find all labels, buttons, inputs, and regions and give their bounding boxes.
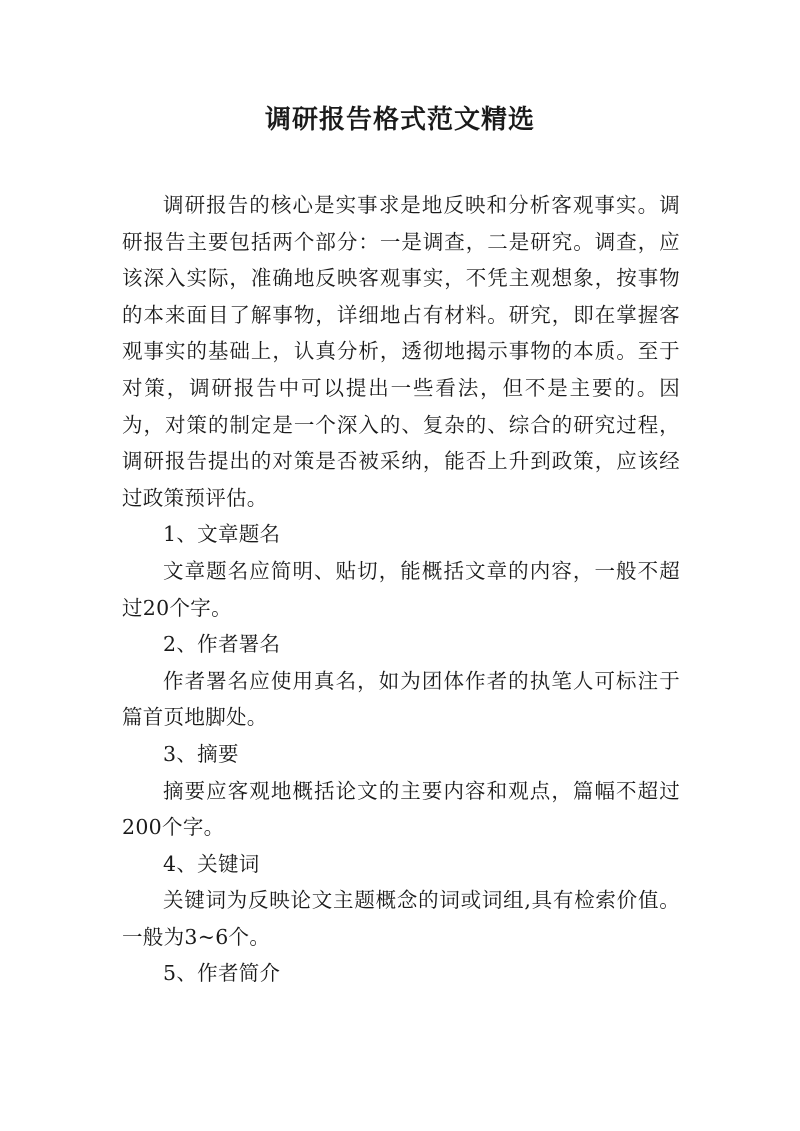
section-heading-bio: 5、作者简介 (163, 961, 281, 986)
section-heading-title: 1、文章题名 (163, 522, 281, 547)
section-heading-author: 2、作者署名 (163, 632, 281, 657)
document-title: 调研报告格式范文精选 (264, 105, 535, 135)
section-paragraph-abstract: 摘要应客观地概括论文的主要内容和观点，篇幅不超过200个字。 (122, 778, 680, 840)
intro-paragraph: 调研报告的核心是实事求是地反映和分析客观事实。调研报告主要包括两个部分：一是调查，二是研究。调查，应该深入实际，准确地反映客观事实，不凭主观想象，按事物的本来面目了解事物，详细地占有材料。研究，即在掌握客观事实的基础上，认真分析，透彻地揭示事物的本质。至于对策，调研报告中可以提出一些看法，但不是主要的。因为，对策的制定是一个深入的、复杂的、综合的研究过程，调研报告提出的对策是否被采纳，能否上升到政策，应该经过政策预评估。 (122, 193, 680, 510)
section-heading-abstract: 3、摘要 (163, 741, 239, 766)
section-paragraph-title: 文章题名应简明、贴切，能概括文章的内容，一般不超过20个字。 (122, 558, 680, 620)
document-body (122, 187, 680, 992)
section-paragraph-author: 作者署名应使用真名，如为团体作者的执笔人可标注于篇首页地脚处。 (122, 668, 680, 730)
section-heading-keywords: 4、关键词 (163, 851, 260, 876)
section-paragraph-keywords: 关键词为反映论文主题概念的词或词组,具有检索价值。一般为3~6个。 (122, 888, 680, 949)
